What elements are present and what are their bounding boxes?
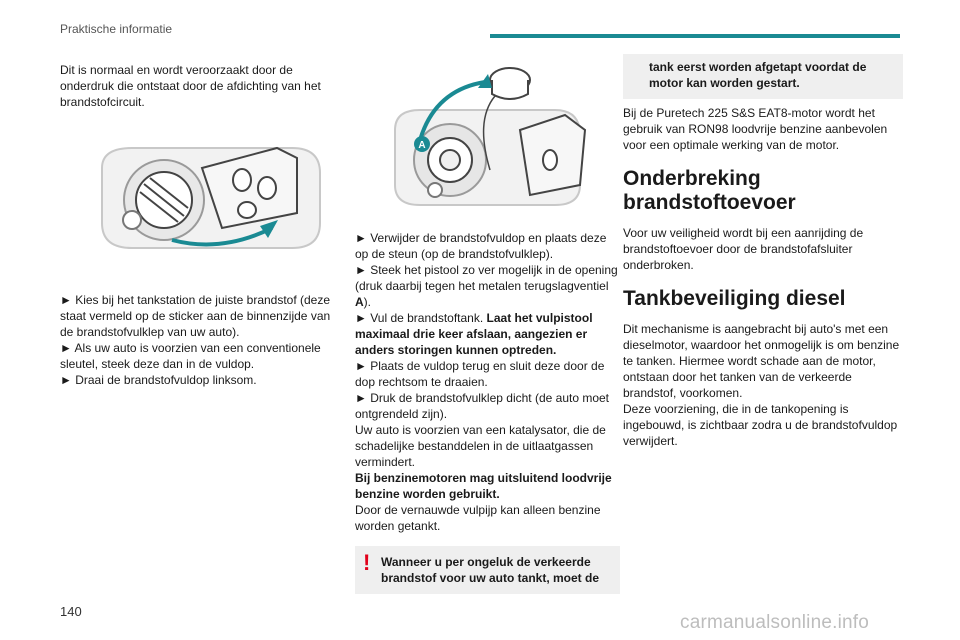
column-middle xyxy=(355,230,620,594)
diesel-text-1: Dit mechanisme is aangebracht bij auto's met een dieselmotor, waardoor het onmogelijk is om benzine te tanken. Hiermee wordt schade aan de motor, ontstaan door het tanken van de verkeerde brandstof, voorkomen. xyxy=(623,322,900,400)
catalyst-note: Uw auto is voorzien van een katalysator, die de schadelijke bestanddelen in de uitlaatgassen vermindert. xyxy=(355,423,606,469)
page-number: 140 xyxy=(60,604,82,619)
step-insert-nozzle: ► Steek het pistool zo ver mogelijk in de opening (druk daarbij tegen het metalen terugslagventiel A). xyxy=(355,263,618,309)
intro-paragraph: Dit is normaal en wordt veroorzaakt door de onderdruk die ontstaat door de afdichting van het brandstofcircuit. xyxy=(60,63,321,109)
callout-label-a: A xyxy=(418,140,426,151)
unleaded-note: Bij benzinemotoren mag uitsluitend loodvrije benzine worden gebruikt. xyxy=(355,471,612,501)
step-fill-tank: ► Vul de brandstoftank. Laat het vulpistool maximaal drie keer afslaan, aangezien er anders storingen kunnen optreden. xyxy=(355,311,593,357)
warning-icon: ! xyxy=(363,550,371,575)
warning-box xyxy=(355,546,620,594)
step-close-flap: ► Druk de brandstofvulklep dicht (de auto moet ontgrendeld zijn). xyxy=(355,391,610,421)
column-right xyxy=(623,54,903,449)
fuel-filler-open-illustration xyxy=(380,60,595,210)
warning-box-continued: tank eerst worden afgetapt voordat de motor kan worden gestart. xyxy=(623,54,903,99)
step-remove-cap: ► Verwijder de brandstofvuldop en plaats deze op de steun (op de brandstofvulklep). xyxy=(355,231,607,261)
header-accent-bar xyxy=(490,34,900,38)
puretech-note: Bij de Puretech 225 S&S EAT8-motor wordt het gebruik van RON98 loodvrije benzine aanbevolen voor een optimale werking van de motor. xyxy=(623,106,888,152)
running-header: Praktische informatie xyxy=(60,22,173,36)
step-replace-cap: ► Plaats de vuldop terug en sluit deze door de dop rechtsom te draaien. xyxy=(355,359,605,389)
fuel-cutoff-text: Voor uw veiligheid wordt bij een aanrijding de brandstoftoevoer door de brandstofafsluiter onderbroken. xyxy=(623,226,864,272)
step-turn-cap: ► Draai de brandstofvuldop linksom. xyxy=(60,373,257,387)
fuel-cap-unscrew-illustration xyxy=(92,128,332,258)
column-left xyxy=(60,62,340,110)
diesel-text-2: Deze voorziening, die in de tankopening is ingebouwd, is zichtbaar zodra u de brandstofvuldop verwijdert. xyxy=(623,402,898,448)
heading-diesel-misfuel: Tankbeveiliging diesel xyxy=(623,287,846,310)
nozzle-note: Door de vernauwde vulpijp kan alleen benzine worden getankt. xyxy=(355,503,601,533)
steps-left xyxy=(60,292,340,388)
heading-fuel-cutoff: Onderbreking brandstoftoevoer xyxy=(623,167,796,214)
warning-text: Wanneer u per ongeluk de verkeerde brandstof voor uw auto tankt, moet de xyxy=(381,555,600,585)
step-choose-fuel: ► Kies bij het tankstation de juiste brandstof (deze staat vermeld op de sticker aan de binnenzijde van de brandstofvulklep van uw auto). xyxy=(60,293,331,339)
step-insert-key: ► Als uw auto is voorzien van een conventionele sleutel, steek deze dan in de vuldop. xyxy=(60,341,321,371)
watermark: carmanualsonline.info xyxy=(680,612,870,633)
